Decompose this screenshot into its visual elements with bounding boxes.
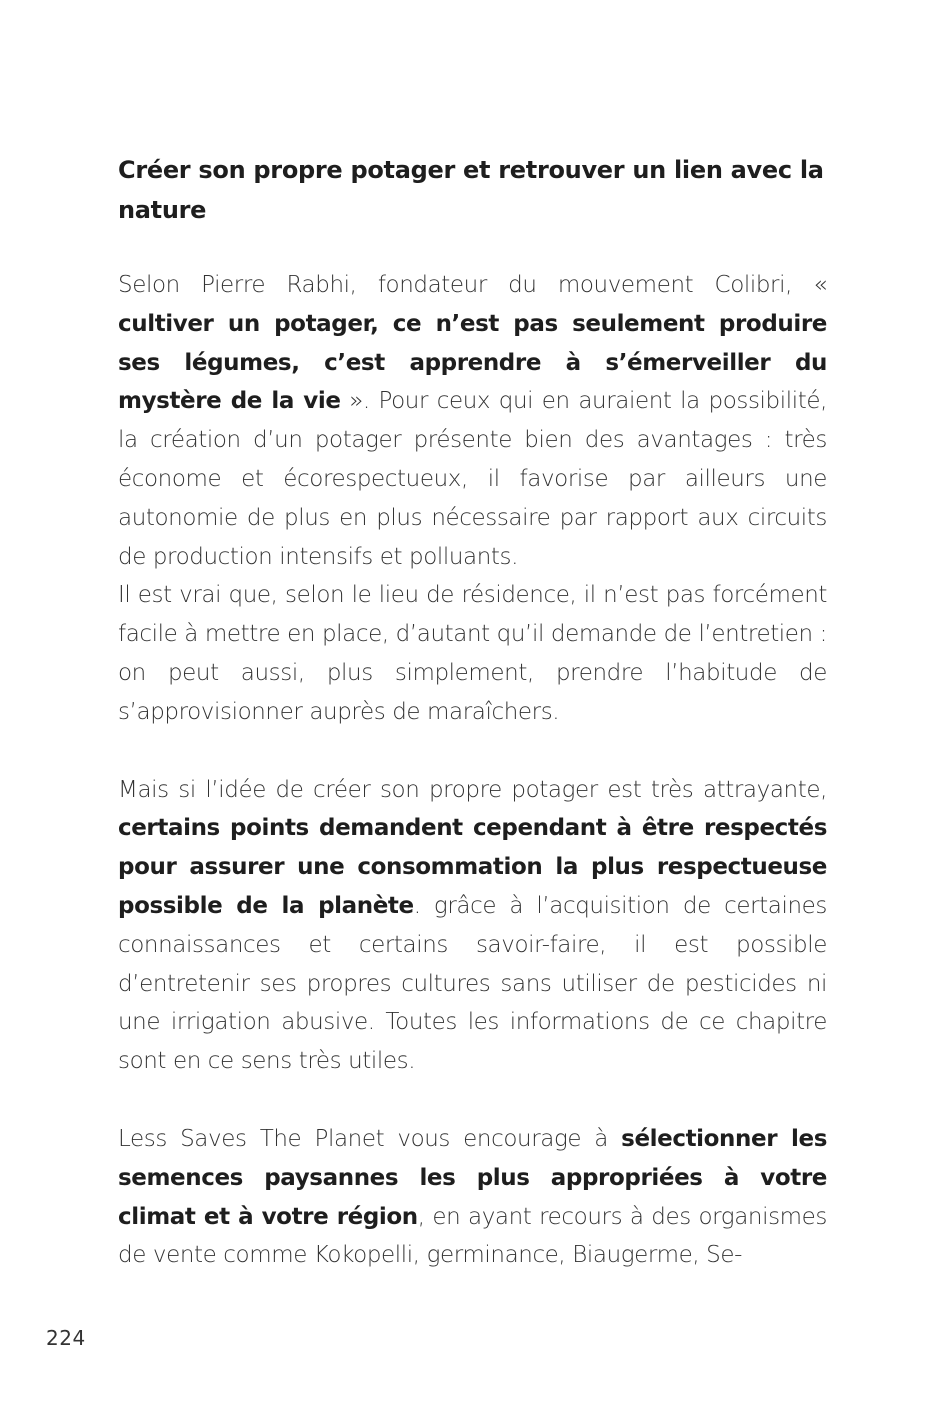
paragraph-3-bold: certains points demandent cependant à être respectés pour assurer une consommation la plus respectueuse possible de la planète: [118, 815, 827, 919]
paragraph-2: [118, 576, 827, 731]
paragraph-1-text-2: ». Pour ceux qui en auraient la possibilité, la création d’un potager présente bien des avantages : très économe et écorespectueux, il favorise par ailleurs une autonomie de plus en plus nécessaire par rapport aux circuits de production intensifs et polluants.: [118, 388, 827, 570]
page-number: 224: [46, 1326, 86, 1350]
paragraph-3-text-1: Mais si l’idée de créer son propre potager est très attrayante,: [118, 776, 827, 803]
section-heading: Créer son propre potager et retrouver un lien avec la nature: [118, 156, 824, 224]
paragraph-2-text: Il est vrai que, selon le lieu de résidence, il n’est pas forcément facile à mettre en place, d’autant qu’il demande de l’entretien : on peut aussi, plus simplement, prendre l’habitude de s’approvisionner auprès de maraîchers.: [118, 582, 827, 725]
paragraph-gap: [118, 732, 827, 771]
paragraph-gap: [118, 1081, 827, 1120]
paragraph-3-text-2: . grâce à l’acquisition de certaines connaissances et certains savoir-faire, il est possible d’entretenir ses propres cultures sans utiliser de pesticides ni une irrigation abusive. Toutes les informations de ce chapitre sont en ce sens très utiles.: [118, 892, 827, 1075]
paragraph-4: [118, 1120, 827, 1275]
paragraph-4-bold: sélectionner les semences paysannes les plus appropriées à votre climat et à votre région: [118, 1125, 827, 1230]
paragraph-1: [118, 266, 827, 576]
paragraph-4-text-1: Less Saves The Planet vous encourage à: [118, 1125, 622, 1152]
paragraph-3: [118, 771, 827, 1081]
paragraph-1-text-1: Selon Pierre Rabhi, fondateur du mouvement Colibri, «: [118, 272, 827, 298]
page-content: [118, 150, 827, 1275]
paragraph-1-quote: cultiver un potager, ce n’est pas seulement produire ses légumes, c’est apprendre à s’émerveiller du mystère de la vie: [118, 310, 827, 415]
paragraph-4-text-2: , en ayant recours à des organismes de vente comme Kokopelli, germinance, Biaugerme, Se-: [118, 1203, 827, 1269]
